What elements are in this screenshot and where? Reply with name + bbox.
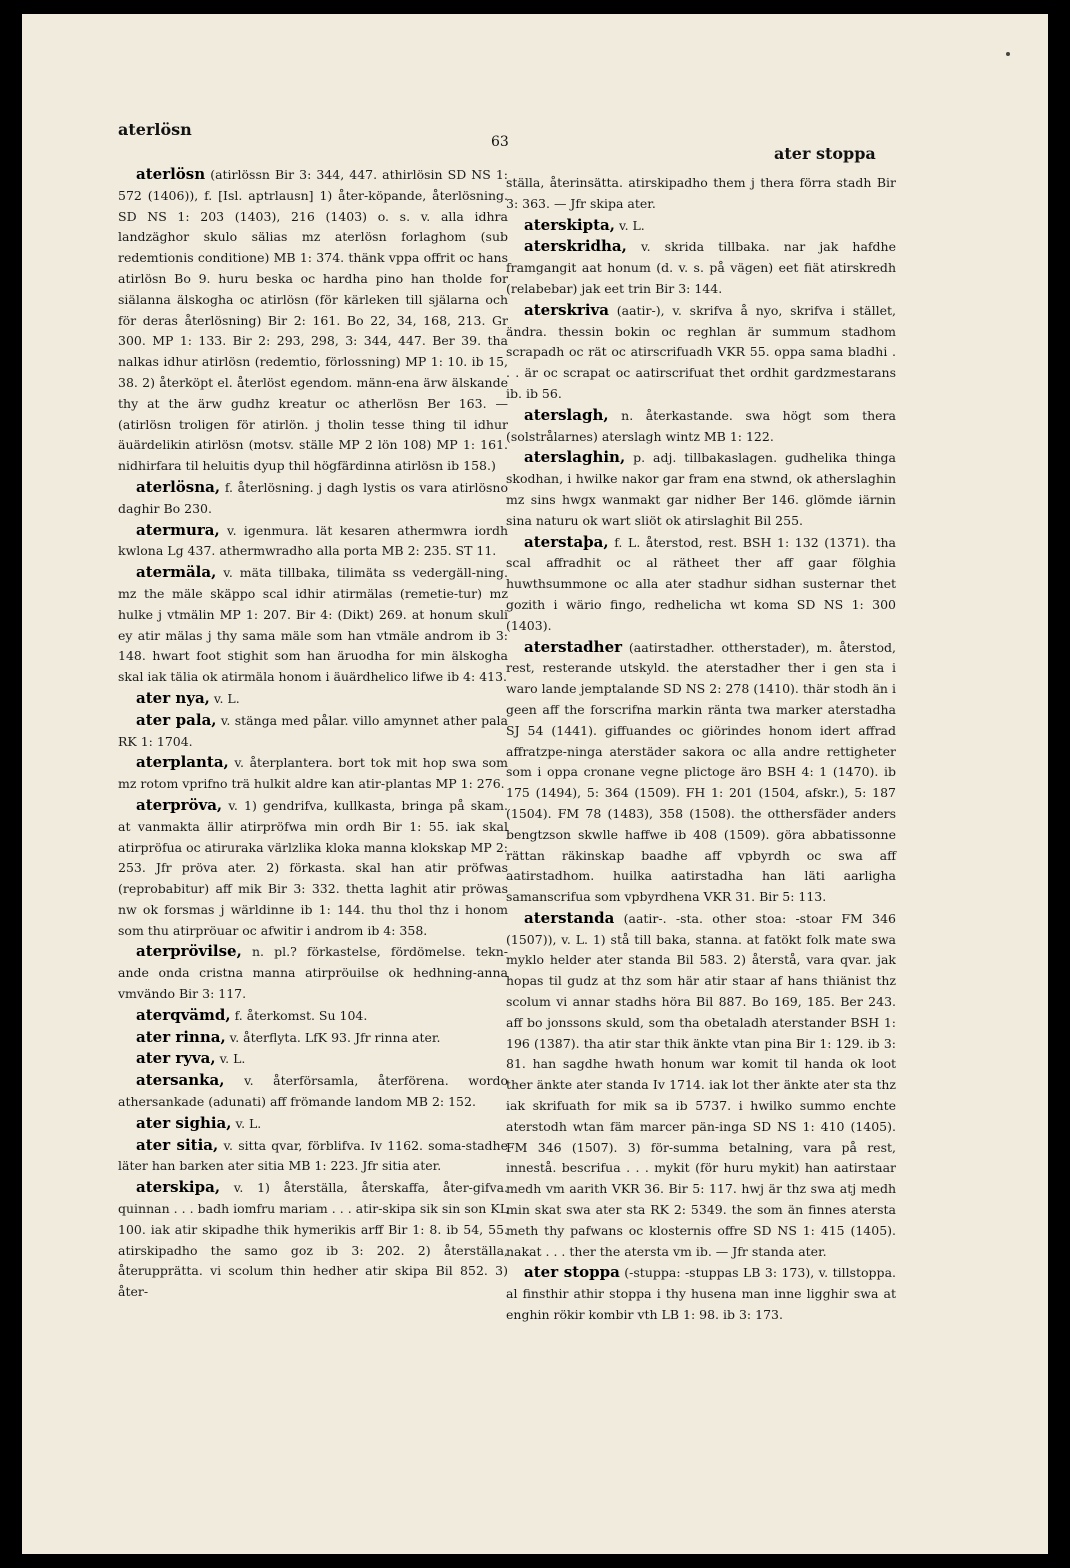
- dictionary-entry: [118, 1113, 508, 1135]
- headword: aterstadher: [524, 637, 623, 656]
- dictionary-entry: [118, 562, 508, 688]
- entry-text: (atirlössn Bir 3: 344, 447. athirlösin SD NS 1: 572 (1406)), f. [Isl. aptrlausn] 1) åter-köpande, återlösning. SD NS 1: 203 (1403), 216 (1403) o. s. v. alla idhra landzäghor skulo sälias mz aterlösn forlaghom (sub redemtionis conditione) MB 1: 374. thänk vppa offrit oc hans atirlösn Bo 9. huru beska oc hardha pino han tholde for siälanna älskogha oc atirlösn (för kärleken till själarna och för deras återlösning) Bir 2: 161. Bo 22, 34, 168, 213. Gr 300. MP 1: 133. Bir 2: 293, 298, 3: 344, 447. Ber 39. tha nalkas idhur atirlösn (redemtio, förlossning) MP 1: 10. ib 15, 38. 2) återköpt el. återlöst egendom. männ-enа ärw älskande thy at the ärw gudhz kreatur oc atherlösn Ber 163. — (atirlösn troligen för atirlön. j tholin tesse thing til idhur äuärdelikin atirlösn (motsv. ställe MP 2 lön 108) MP 1: 161. nidhirfara til heluitis dyup thil högfärdinna atirlösn ib 158.): [118, 167, 508, 474]
- headword: aterqvämd,: [136, 1005, 231, 1024]
- dictionary-entry: [118, 752, 508, 795]
- entry-text: v. L.: [219, 1051, 246, 1067]
- headword: aterskriva: [524, 300, 609, 319]
- dictionary-entry: [118, 1070, 508, 1113]
- entry-text: f. L. återstod, rest. BSH 1: 132 (1371). tha scal affradhit oc al rätheet ther aff gaar fölghia huwthsummone oc alla ater stadhur sidhan susternar thet gozith i wärio fingo, redhelicha wt koma SD NS 1: 300 (1403).: [506, 534, 896, 633]
- dictionary-entry: [118, 710, 508, 753]
- entry-text: v. L.: [618, 217, 645, 233]
- headword: atersanka,: [136, 1071, 225, 1090]
- entry-text: v. skrida tillbaka. nar jak hafdhe framgangit aat honum (d. v. s. på vägen) eet fiät atirskredh (relabebar) jak eet trin Bir 3: 144.: [506, 239, 896, 296]
- dictionary-entry: [118, 1177, 508, 1303]
- headword: ater pala,: [136, 710, 217, 729]
- running-head-left: aterlösn: [118, 120, 192, 139]
- entry-text: v. 1) gendrifva, kullkasta, bringa på skam. at vanmakta ällir atirpröfwa min ordh Bir 1: 55. iak skal atirpröfua oc atiruraka värlzlika kloka manna klokskap MP 2: 253. Jfr pröva ater. 2) förkasta. skal han atir pröfwas (reprobabitur) aff mik Bir 3: 332. thetta laghit atir pröwas nw ok forsmas j wärldinne ib 1: 144. thu thol thz i honom som thu atirpröuar oc afwitir i androm ib 4: 358.: [118, 797, 508, 938]
- headword: atermäla,: [136, 563, 217, 582]
- right-column: [506, 172, 896, 1326]
- entry-text: v. återplantera. bort tok mit hop swa som mz rotom vprifno trä hulkit aldre kan atir-plantas MP 1: 276.: [118, 755, 509, 792]
- entry-text: v. 1) återställa, återskaffa, åter-gifva. quinnan . . . badh iomfru mariam . . . atir-skipa sik sin son KL 100. iak atir skipadhe thik hymerikis arff Bir 1: 8. ib 54, 55. atirskipadho the samo goz ib 3: 202. 2) återställa, återupprätta. vi scolum thin hedher atir skipa Bil 852. 3) åter-: [118, 1180, 509, 1300]
- dictionary-entry: [506, 447, 896, 531]
- headword: aterprövilse,: [136, 942, 242, 961]
- dictionary-entry: [118, 1135, 508, 1178]
- entry-text: v. stänga med pålar. villo amynnet ather pala RK 1: 1704.: [118, 712, 509, 749]
- dictionary-entry: [506, 405, 896, 448]
- speck-mark: [1006, 52, 1010, 56]
- dictionary-entry: [118, 941, 508, 1004]
- headword: aterskipta,: [524, 215, 615, 234]
- entry-text: v. L.: [235, 1115, 262, 1131]
- headword: aterskridha,: [524, 237, 627, 256]
- headword: ater sitia,: [136, 1135, 219, 1154]
- dictionary-entry: [506, 908, 896, 1263]
- headword: ater stoppa: [524, 1263, 620, 1282]
- headword: atermura,: [136, 520, 220, 539]
- entry-text: v. sitta qvar, förblifva. Iv 1162. soma-stadhe läter han barken ater sitia MB 1: 223. Jfr sitia ater.: [118, 1137, 508, 1174]
- headword: aterstanda: [524, 908, 615, 927]
- dictionary-entry: [118, 1027, 508, 1049]
- dictionary-entry: [118, 477, 508, 520]
- entry-text: f. återlösning. j dagh lystis os vara atirlösno daghir Bo 230.: [118, 479, 508, 516]
- dictionary-entry: [506, 637, 896, 908]
- dictionary-entry: [506, 236, 896, 299]
- dictionary-entry: [506, 215, 896, 237]
- headword: aterslaghin,: [524, 448, 626, 467]
- entry-text: v. återförsamla, återförena. wordo athersankade (adunati) aff frömande landom MB 2: 152.: [118, 1073, 508, 1110]
- page-number: 63: [491, 134, 509, 150]
- headword: ater ryva,: [136, 1049, 216, 1068]
- dictionary-entry: [118, 1005, 508, 1027]
- headword: ater nya,: [136, 688, 210, 707]
- dictionary-entry: [506, 172, 896, 215]
- left-column: [118, 164, 508, 1303]
- headword: aterslagh,: [524, 405, 609, 424]
- running-head-right: ater stoppa: [774, 144, 876, 163]
- entry-text: v. återflyta. LfK 93. Jfr rinna ater.: [229, 1029, 441, 1045]
- entry-text: n. återkastande. swa högt som thera (solstrålarnes) aterslagh wintz MB 1: 122.: [506, 407, 896, 444]
- dictionary-entry: [506, 532, 896, 637]
- headword: aterstaþa,: [524, 532, 609, 551]
- headword: aterskipa,: [136, 1178, 221, 1197]
- headword: ater rinna,: [136, 1027, 226, 1046]
- entry-text: v. mäta tillbaka, tilimäta ss vedergäll-ning. mz the mäle skäppo scal idhir atirmälas (remetie-tur) mz hulke j vtmälin MP 1: 207. Bir 4: (Dikt) 269. at honum skuli ey atir mälas j thy sama mäle som han vtmäle androm ib 3: 148. hwart foot stighit som han äruodha for min älskogha skal iak tälia ok atirmäla honom i äuärdhelico lifwe ib 4: 413.: [118, 565, 508, 685]
- entry-text: (-stuppa: -stuppas LB 3: 173), v. tillstoppa. al finsthir athir stoppa i thy husena man inne ligghir swa at enghin rökir kombir vth LB 1: 98. ib 3: 173.: [506, 1265, 896, 1323]
- entry-text: (aatir-. -sta. other stoa: -stoar FM 346 (1507)), v. L. 1) stå till baka, stanna. at fatökt folk mate swa myklo helder ater standa Bil 583. 2) återstå, vara qvar. jak hopas til gudz at thz som här atir staar af hans thiänist thz scolum vi annar stadhs höra Bil 887. Bo 169, 185. Ber 243. aff bo jonssons skuld, som tha obetaladh aterstander BSH 1: 196 (1387). tha atir star thik änkte vtan pina Bir 1: 129. ib 3: 81. han sagdhe hwath honum war komit til handa ok loot ther änkte ater standa Iv 1714. iak lot ther änkte ater sta thz iak skrifuath for mik sa ib 5737. i hwilko summo enchte aterstodh wtan fäm marcer pän-inga SD NS 1: 410 (1405). FM 346 (1507). 3) för-summa betalning, vara på rest, innestå. bescrifua . . . mykit (för huru mykit) han aatirstaar medh vm aarith VKR 36. Bir 5: 117. hwj är thz swa atj medh min skat swa ater sta RK 2: 5349. the som än finnes atersta meth thy pafwans oc klosternis offre SD NS 1: 415 (1405). nakat . . . ther the atersta vm ib. — Jfr standa ater.: [506, 910, 896, 1259]
- entry-text: v. L.: [213, 690, 240, 706]
- dictionary-entry: [506, 300, 896, 405]
- dictionary-entry: [118, 688, 508, 710]
- headword: aterplanta,: [136, 753, 229, 772]
- dictionary-entry: [118, 520, 508, 563]
- headword: ater sighia,: [136, 1113, 232, 1132]
- dictionary-entry: [118, 1048, 508, 1070]
- dictionary-page: [22, 14, 1048, 1554]
- headword: aterpröva,: [136, 795, 223, 814]
- headword: aterlösn: [136, 165, 206, 183]
- entry-text: (aatirstadher. ottherstader), m. återstod, rest, resterande utskyld. the aterstadher ther i gen sta i waro lande jemptalande SD NS 2: 278 (1410). thär stodh än i geen aff the forscrifna markin ränta twa marker aterstadha SJ 54 (1441). giffuandes oc giörindes honom idert affrad affratzpe-ninga aterstäder sakora oc alla andre rettigheter som i oppa cronane vegne plictoge äro BSH 4: 1 (1470). ib 175 (1494), 5: 364 (1509). FH 1: 201 (1504, afskr.), 5: 187 (1504). FM 78 (1483), 358 (1508). the otthersfäder anders bengtzson skwlle haffwe ib 408 (1509). göra abbatissonne rättan räkinskap baadhe aff vpbyrdh oc swa aff aatirstadhom. huilka aatirstadha han läti aarligha samanscrifua som vpbyrdhena VKR 31. Bir 5: 113.: [506, 639, 896, 905]
- dictionary-entry: [118, 164, 508, 477]
- dictionary-entry: [118, 795, 508, 942]
- entry-text: p. adj. tillbakaslagen. gudhelika thinga skodhan, i hwilke nakor gar fram ena stwnd, ok atherslaghin mz sins hwgx wanmakt gar nidher Ber 146. glömde iärnin sina naturu ok wart sliöt ok atirslaghit Bil 255.: [506, 450, 896, 528]
- headword: aterlösna,: [136, 477, 221, 496]
- dictionary-entry: [506, 1262, 896, 1325]
- entry-text: v. igenmura. lät kesaren athermwra iordh kwlona Lg 437. athermwradho alla porta MB 2: 235. ST 11.: [118, 522, 508, 559]
- entry-text: n. pl.? förkastelse, fördömelse. tekn-ande onda cristna manna atirpröuilse ok hedhning-anna vmvändo Bir 3: 117.: [118, 944, 508, 1002]
- entry-text: ställa, återinsätta. atirskipadho them j thera förra stadh Bir 3: 363. — Jfr skipa ater.: [506, 175, 896, 211]
- entry-text: f. återkomst. Su 104.: [234, 1007, 368, 1023]
- entry-text: (aatir-), v. skrifva å nyo, skrifva i stället, ändra. thessin bokin oc reghlan är summum stadhom scrapadh oc rät oc atirscrifuadh VKR 55. oppa sama bladhi . . . är oc scrapat oc aatirscrifuat thet ordhit gardzmestarans ib. ib 56.: [506, 302, 896, 401]
